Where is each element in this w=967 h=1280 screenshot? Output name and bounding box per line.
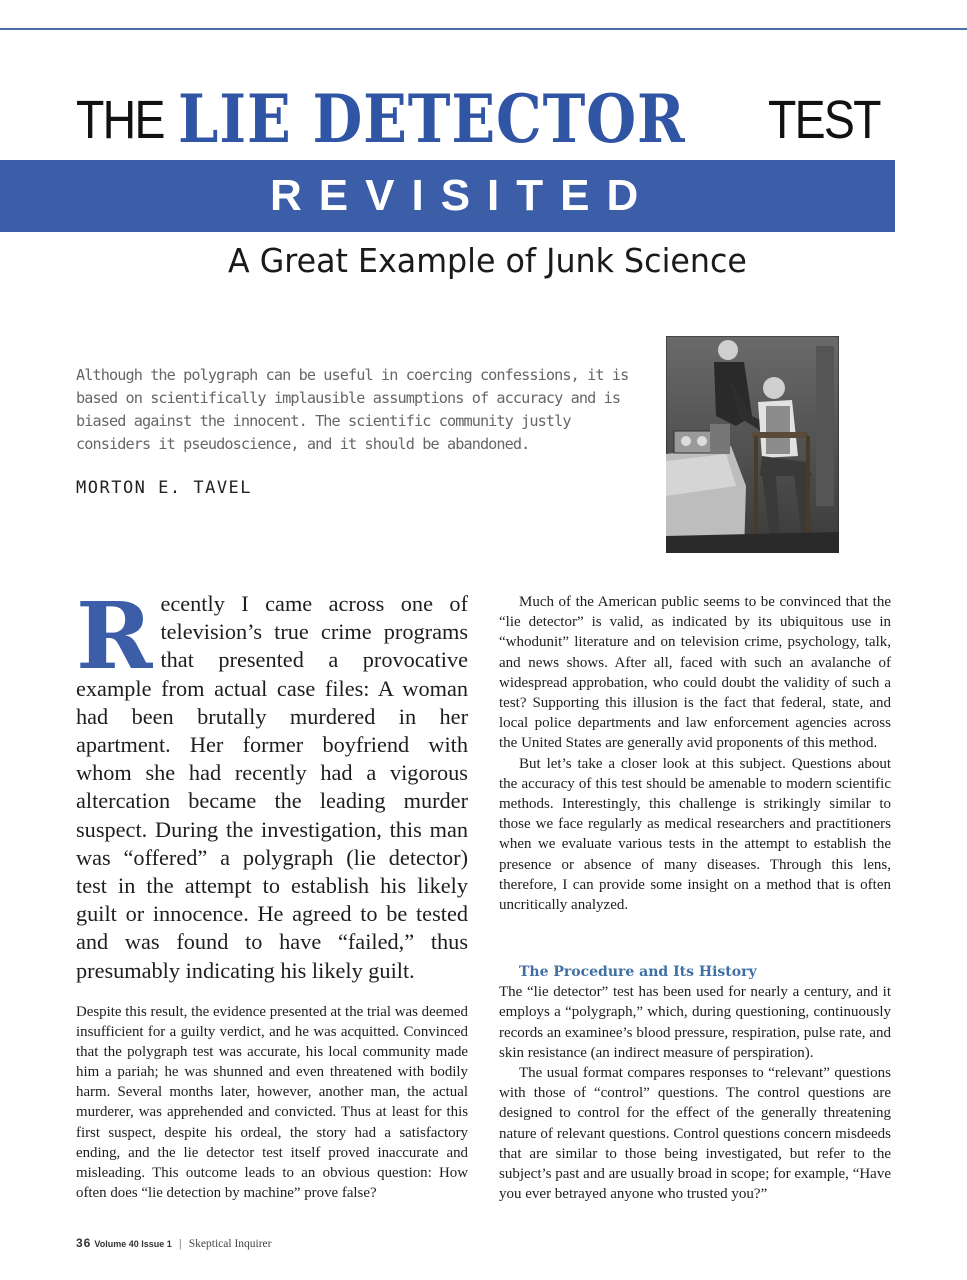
right-paragraph-2: But let’s take a closer look at this subject. Questions about the accuracy of this test should be amenable to modern scientific methods. Interestingly, this challenge is strikingly similar to those we face regularly as medical researchers and practitioners when we evaluate various tests in the attempt to establish the presence or absence of many diseases. Through this lens, therefore, I can provide some insight on a method that is often uncritically analyzed. xyxy=(499,755,891,914)
right-paragraph-3: The “lie detector” test has been used for nearly a century, and it employs a “polygraph,” which, during questioning, continuously records an examinee’s blood pressure, respiration, pulse rate, and skin resistance (an indirect measure of perspiration). xyxy=(499,984,891,1061)
page-number: 36 xyxy=(76,1236,92,1250)
title xyxy=(0,80,967,158)
right-paragraph-4: The usual format compares responses to “relevant” questions with those of “control” questions. The control questions are designed to control for the effect of the generally threatening nature of relevant questions. Control questions concern misdeeds that are similar to those being investigated, but refer to the subject’s past and are usually broad in scope; for example, “Have you ever betrayed anyone who trusted you?” xyxy=(499,1065,891,1203)
volume-issue: Volume 40 Issue 1 xyxy=(94,1239,172,1249)
subtitle: A Great Example of Junk Science xyxy=(228,241,747,280)
title-word-test: TEST xyxy=(768,90,880,150)
footer-separator: | xyxy=(178,1238,182,1250)
revisited-banner xyxy=(0,160,895,232)
right-column-top xyxy=(499,592,891,915)
lead-text: ecently I came across one of television’s true crime programs that presented a provocative example from actual case files: A woman had been brutally murdered in her apartment. Her former boyfriend with whom she had recently had a vigorous altercation became the leading murder suspect. During the investigation, this man was “offered” a polygraph (lie detector) test in the attempt to establish his likely guilt or innocence. He agreed to be tested and was found to have “failed,” thus presumably indicating his likely guilt. xyxy=(76,591,468,983)
right-paragraph-1: Much of the American public seems to be convinced that the “lie detector” is valid, as indicated by its ubiquitous use in “whodunit” literature and on television crime, psychology, talk, and news shows. After all, faced with such an avalanche of widespread approbation, who could doubt the validity of such a test? Supporting this illusion is the fact that federal, state, and local police departments and law enforcement agencies across the United States are generally avid proponents of this method. xyxy=(499,594,891,752)
dek: Although the polygraph can be useful in coercing confessions, it is based on scientifically implausible assumptions of accuracy and is biased against the innocent. The scientific community justly considers it pseudoscience, and it should be abandoned. xyxy=(76,366,629,453)
title-highlight: LIE DETECTOR xyxy=(178,80,686,158)
title-word-the: THE xyxy=(76,90,164,150)
drop-cap: R xyxy=(76,582,153,690)
magazine-name: Skeptical Inquirer xyxy=(188,1238,272,1250)
banner-text: REVISITED xyxy=(270,171,656,220)
lead-paragraph xyxy=(76,582,468,985)
left-body-paragraph: Despite this result, the evidence presented at the trial was deemed insufficient for a guilty verdict, and he was acquitted. Convinced that the polygraph test was accurate, his local community made him a pariah; he was shunned and even threatened with bodily harm. Several months later, however, another man, the actual murderer, was apprehended and convicted. Thus at least for this first suspect, despite his ordeal, the story had a satisfactory ending, and the lie detector test itself proved inaccurate and misleading. This outcome leads to an obvious question: How often does “lie detection by machine” prove false? xyxy=(76,1004,468,1201)
author-byline: MORTON E. TAVEL xyxy=(76,478,253,498)
right-column-bottom xyxy=(499,962,891,1204)
section-heading: The Procedure and Its History xyxy=(519,964,757,980)
top-rule xyxy=(0,28,967,30)
polygraph-photo xyxy=(666,336,839,553)
page-footer xyxy=(76,1236,272,1250)
